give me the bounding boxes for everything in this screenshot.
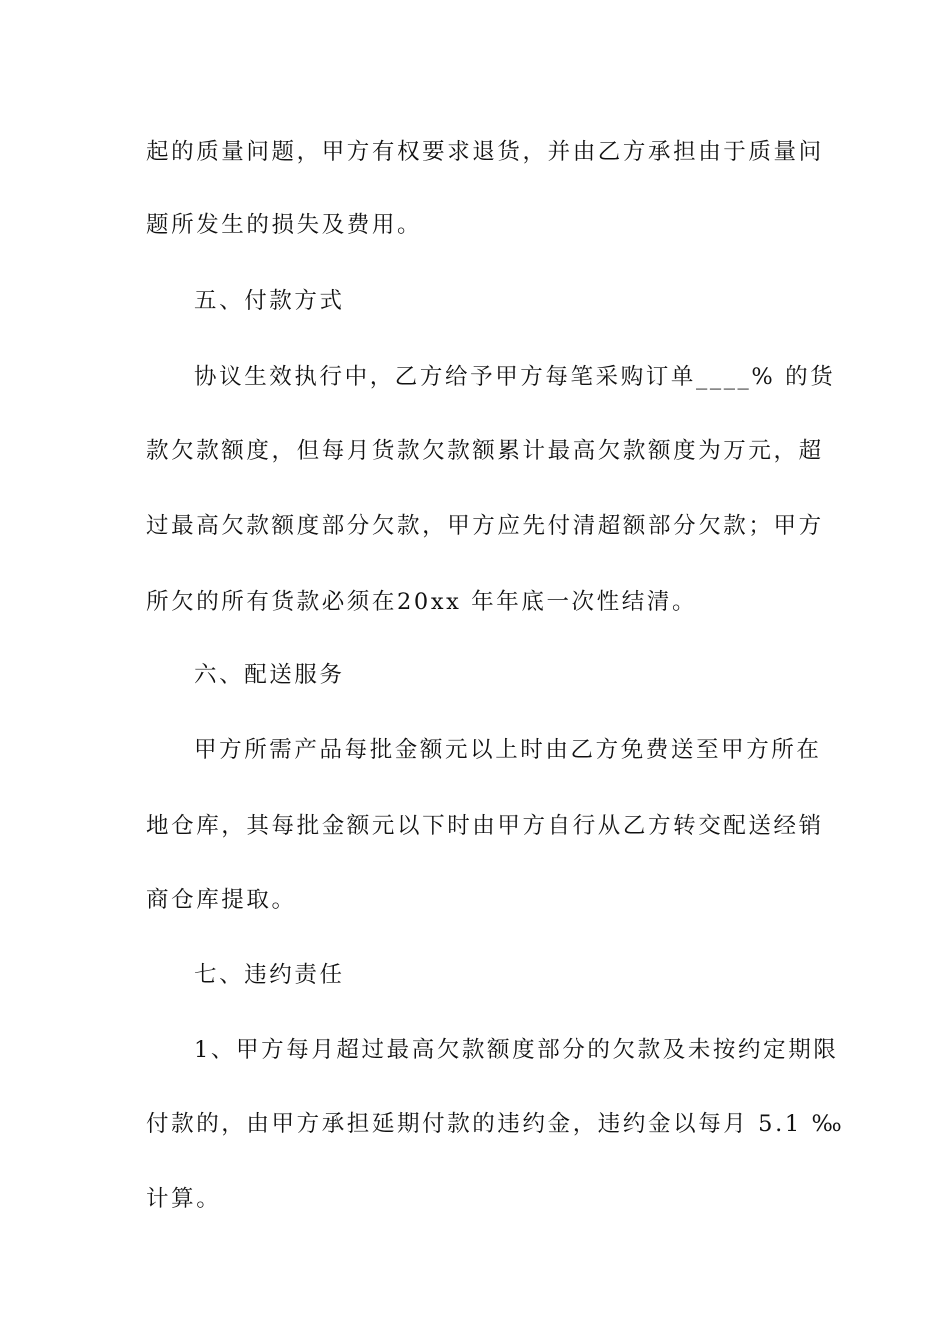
- paragraph-payment-line-1: 协议生效执行中，乙方给予甲方每笔采购订单____% 的货: [194, 364, 836, 390]
- paragraph-liability-line-1: 1、甲方每月超过最高欠款额度部分的欠款及未按约定期限: [194, 1037, 839, 1063]
- paragraph-payment-line-2: 款欠款额度，但每月货款欠款额累计最高欠款额度为万元，超: [146, 438, 824, 464]
- paragraph-liability-line-3: 计算。: [146, 1186, 222, 1212]
- section-heading-delivery: 六、配送服务: [194, 662, 345, 688]
- paragraph-quality-line-2: 题所发生的损失及费用。: [146, 212, 423, 238]
- paragraph-quality-line-1: 起的质量问题，甲方有权要求退货，并由乙方承担由于质量问: [146, 139, 824, 165]
- paragraph-delivery-line-2: 地仓库，其每批金额元以下时由甲方自行从乙方转交配送经销: [146, 813, 824, 839]
- paragraph-payment-line-3: 过最高欠款额度部分欠款，甲方应先付清超额部分欠款；甲方: [146, 513, 824, 539]
- section-heading-liability: 七、违约责任: [194, 962, 345, 988]
- section-heading-payment: 五、付款方式: [194, 288, 345, 314]
- paragraph-payment-line-4: 所欠的所有货款必须在20xx 年年底一次性结清。: [146, 589, 698, 615]
- paragraph-delivery-line-3: 商仓库提取。: [146, 887, 297, 913]
- paragraph-delivery-line-1: 甲方所需产品每批金额元以上时由乙方免费送至甲方所在: [194, 737, 822, 763]
- paragraph-liability-line-2: 付款的，由甲方承担延期付款的违约金，违约金以每月 5.1 ‰: [146, 1111, 845, 1137]
